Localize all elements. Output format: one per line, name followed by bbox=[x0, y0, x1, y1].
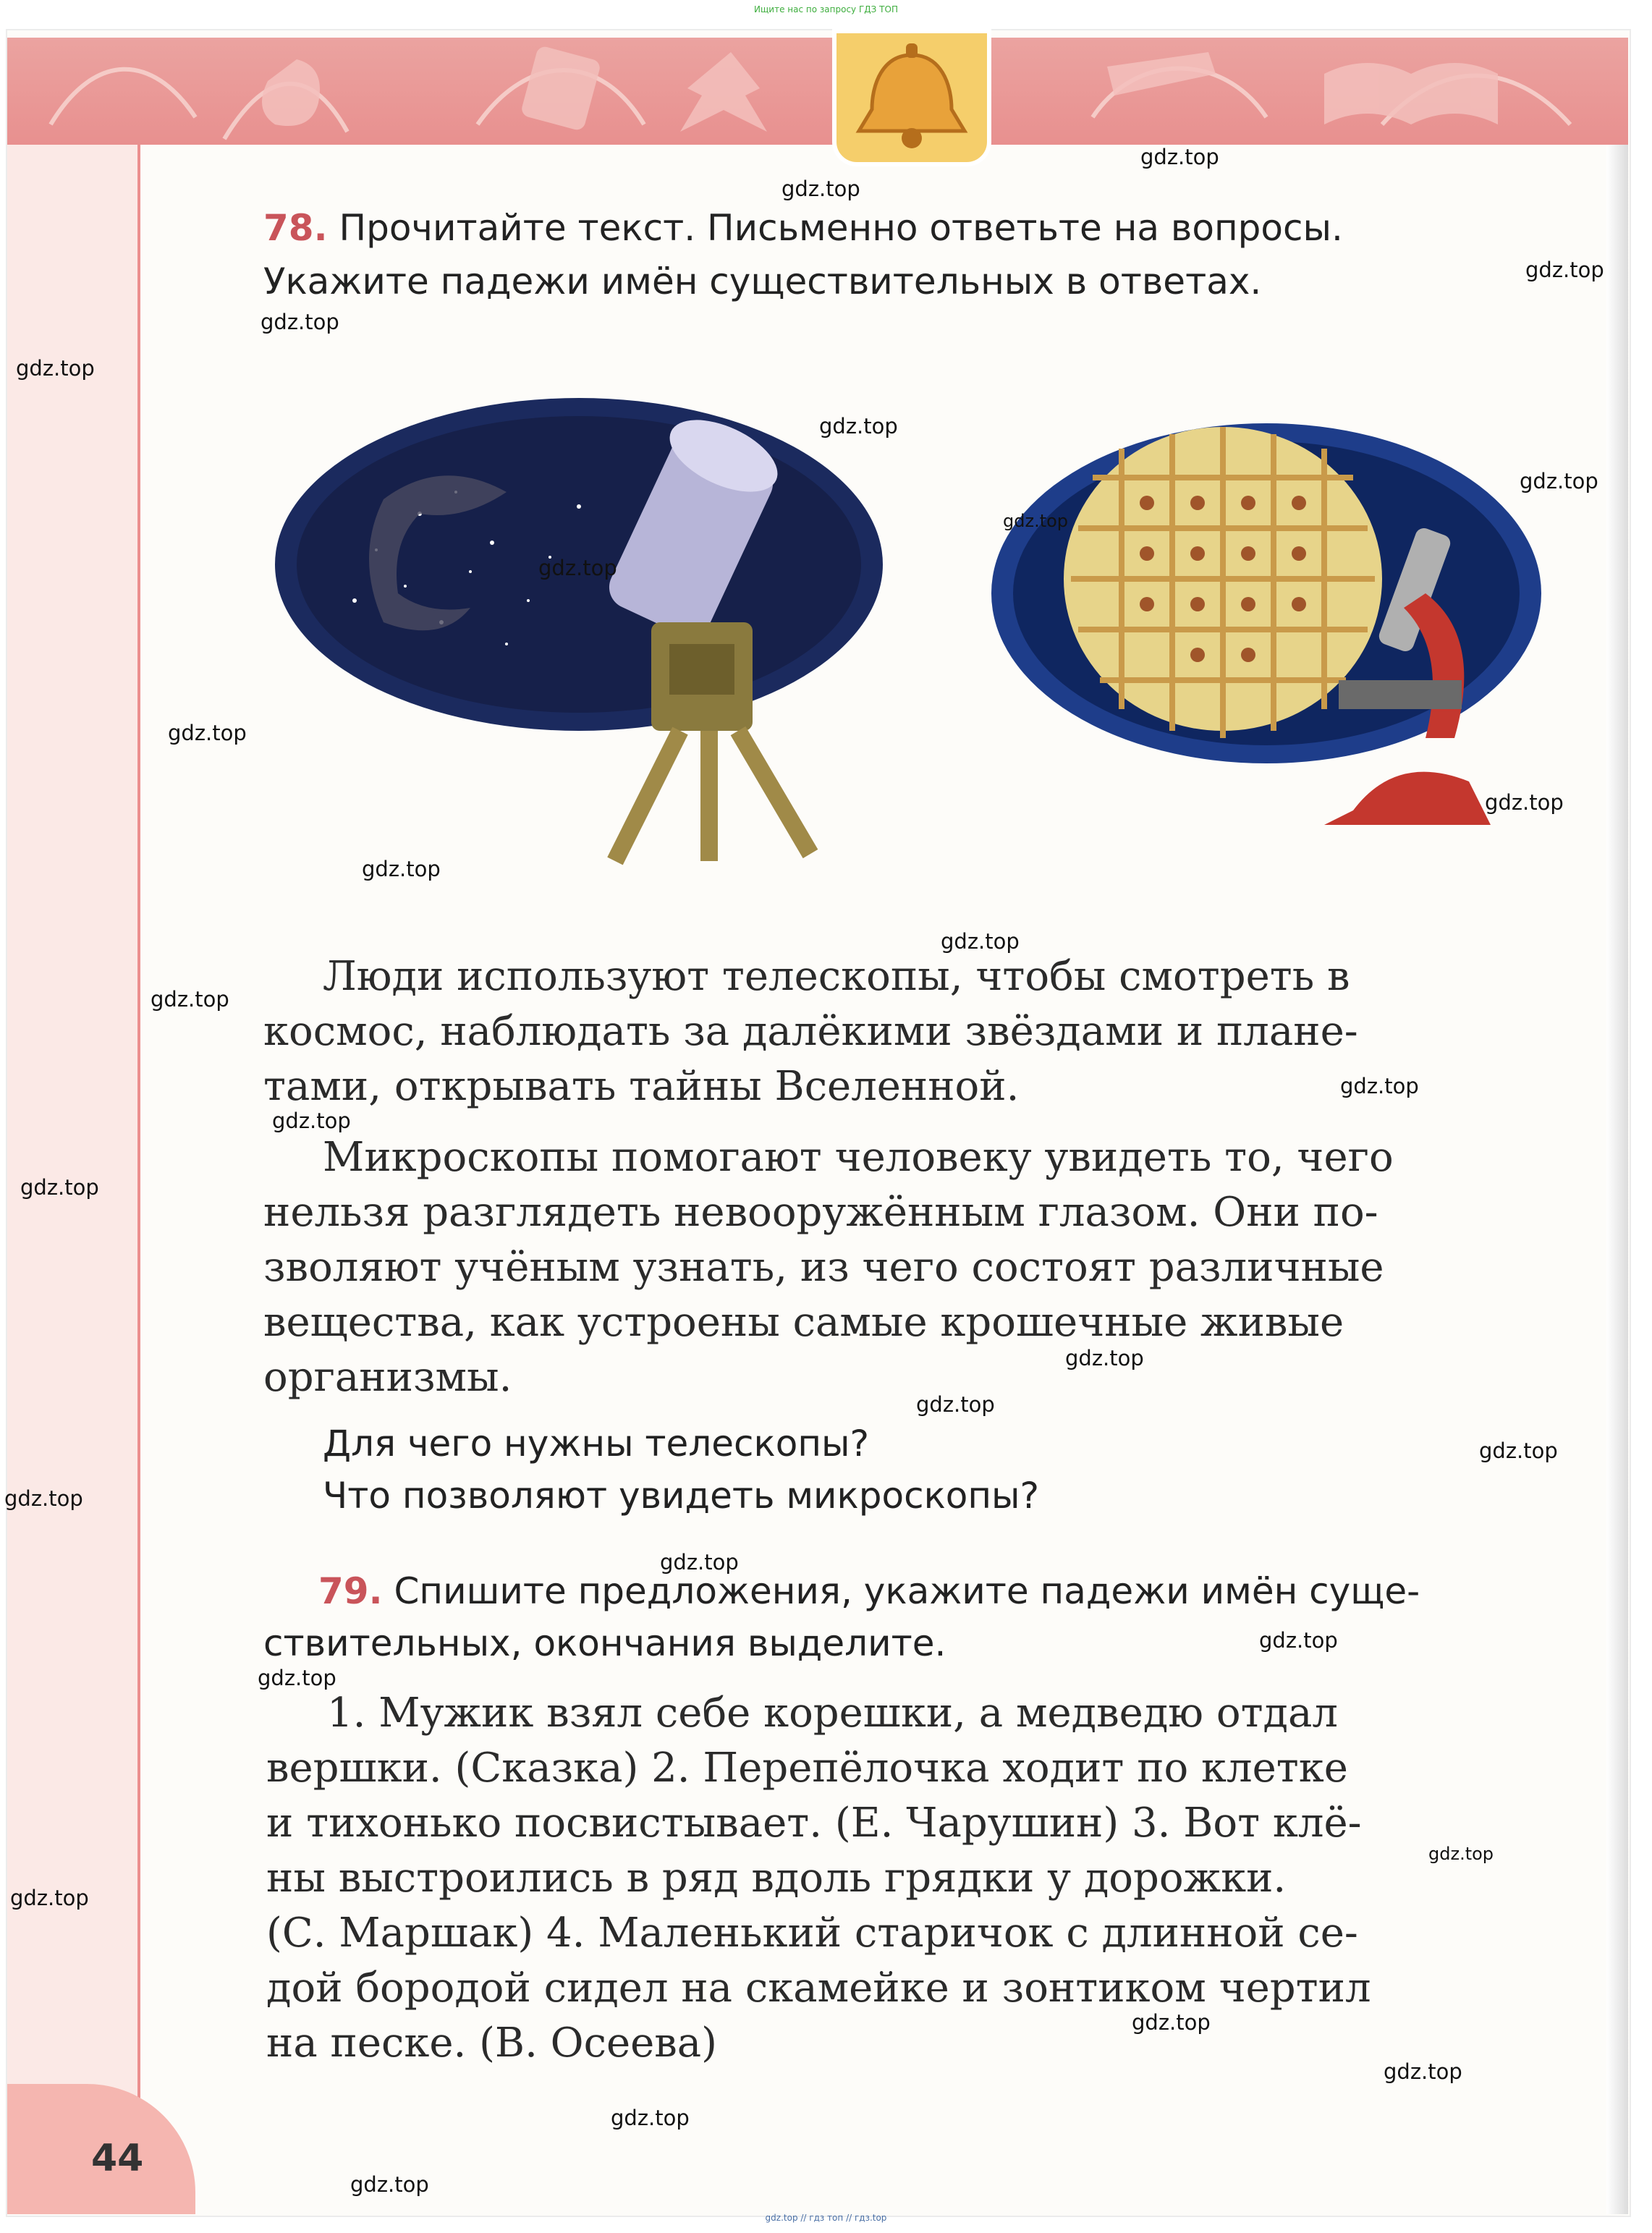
task78-number: 78. bbox=[263, 207, 328, 249]
watermark: gdz.top bbox=[916, 1392, 995, 1417]
task79-instruction-text1: Спишите предложения, укажите падежи имён суще- bbox=[394, 1570, 1420, 1612]
task78-instruction-line2: Укажите падежи имён существительных в ответах. bbox=[263, 260, 1262, 302]
telescope-icon bbox=[275, 384, 912, 868]
banner-doodles-icon bbox=[7, 38, 1628, 145]
watermark: gdz.top bbox=[781, 177, 860, 201]
watermark: gdz.top bbox=[1485, 790, 1564, 815]
task78-instruction-text1: Прочитайте текст. Письменно ответьте на вопросы. bbox=[339, 207, 1343, 249]
task78-paragraph1-line3: тами, открывать тайны Вселенной. bbox=[263, 1063, 1020, 1110]
task78-question2: Что позволяют увидеть микроскопы? bbox=[323, 1475, 1040, 1517]
watermark: gdz.top bbox=[16, 356, 95, 381]
telescope-illustration bbox=[275, 384, 912, 868]
watermark: gdz.top bbox=[1340, 1074, 1419, 1098]
watermark: gdz.top bbox=[168, 721, 247, 745]
watermark: gdz.top bbox=[272, 1109, 351, 1133]
task79-instruction-line1 bbox=[318, 1570, 1420, 1612]
task78-paragraph1-line2: космос, наблюдать за далёкими звёздами и плане- bbox=[263, 1008, 1358, 1055]
bell-tab bbox=[832, 29, 991, 166]
task78-paragraph2-line4: вещества, как устроены самые крошечные живые bbox=[263, 1299, 1344, 1346]
watermark: gdz.top bbox=[1525, 258, 1604, 282]
watermark: gdz.top bbox=[941, 929, 1020, 954]
task78-paragraph2-line5: организмы. bbox=[263, 1354, 512, 1401]
watermark: gdz.top bbox=[1065, 1346, 1144, 1370]
watermark: gdz.top bbox=[1003, 511, 1069, 531]
task78-paragraph2-line2: нельзя разглядеть невооружённым глазом. Они по- bbox=[263, 1189, 1378, 1236]
watermark: gdz.top bbox=[4, 1486, 83, 1511]
task78-instruction-line1 bbox=[263, 207, 1343, 249]
task78-paragraph1-line1: Люди используют телескопы, чтобы смотреть в bbox=[323, 953, 1350, 1000]
task79-line3: и тихонько посвистывает. (Е. Чарушин) 3. Вот клё- bbox=[266, 1800, 1362, 1847]
watermark: gdz.top bbox=[660, 1550, 739, 1575]
task78-paragraph2-line3: зволяют учёным узнать, из чего состоят различные bbox=[263, 1244, 1384, 1291]
task79-number: 79. bbox=[318, 1570, 383, 1612]
watermark: gdz.top bbox=[362, 857, 441, 881]
watermark: gdz.top bbox=[350, 2172, 429, 2197]
task79-instruction-line2: ствительных, окончания выделите. bbox=[263, 1622, 946, 1664]
watermark: gdz.top bbox=[819, 414, 898, 438]
margin-line bbox=[137, 145, 140, 2214]
watermark: gdz.top bbox=[258, 1666, 336, 1690]
task79-line5: (С. Маршак) 4. Маленький старичок с длинной се- bbox=[266, 1910, 1358, 1957]
task79-line1: 1. Мужик взял себе корешки, а медведю отдал bbox=[327, 1690, 1338, 1737]
watermark: gdz.top bbox=[20, 1175, 99, 1200]
microscope-illustration bbox=[962, 405, 1541, 847]
watermark: gdz.top bbox=[1520, 469, 1598, 493]
task79-line4: ны выстроились в ряд вдоль грядки у дорожки. bbox=[266, 1855, 1287, 1902]
watermark: gdz.top bbox=[1140, 145, 1219, 169]
page-edge-shadow bbox=[1606, 145, 1628, 2214]
footer-note: gdz.top // гдз топ // гдз.top bbox=[765, 2213, 887, 2223]
watermark: gdz.top bbox=[1479, 1438, 1558, 1463]
watermark: gdz.top bbox=[1132, 2010, 1211, 2035]
task79-line7: на песке. (В. Осеева) bbox=[266, 2020, 717, 2067]
task78-question1: Для чего нужны телескопы? bbox=[323, 1423, 870, 1465]
watermark: gdz.top bbox=[10, 1886, 89, 1910]
microscope-icon bbox=[962, 405, 1541, 847]
task78-paragraph2-line1: Микроскопы помогают человеку увидеть то, чего bbox=[323, 1134, 1394, 1181]
watermark: gdz.top bbox=[1259, 1628, 1338, 1653]
header-note: Ищите нас по запросу ГДЗ ТОП bbox=[754, 4, 898, 14]
page-number: 44 bbox=[91, 2137, 144, 2180]
watermark: gdz.top bbox=[611, 2106, 690, 2130]
watermark: gdz.top bbox=[1428, 1844, 1494, 1864]
watermark: gdz.top bbox=[260, 310, 339, 334]
task79-line2: вершки. (Сказка) 2. Перепёлочка ходит по клетке bbox=[266, 1745, 1348, 1792]
task79-line6: дой бородой сидел на скамейке и зонтиком чертил bbox=[266, 1965, 1371, 2012]
watermark: gdz.top bbox=[151, 987, 229, 1012]
watermark: gdz.top bbox=[1384, 2059, 1462, 2084]
header-banner bbox=[7, 38, 1628, 145]
watermark: gdz.top bbox=[538, 556, 617, 580]
bell-icon bbox=[836, 33, 987, 162]
